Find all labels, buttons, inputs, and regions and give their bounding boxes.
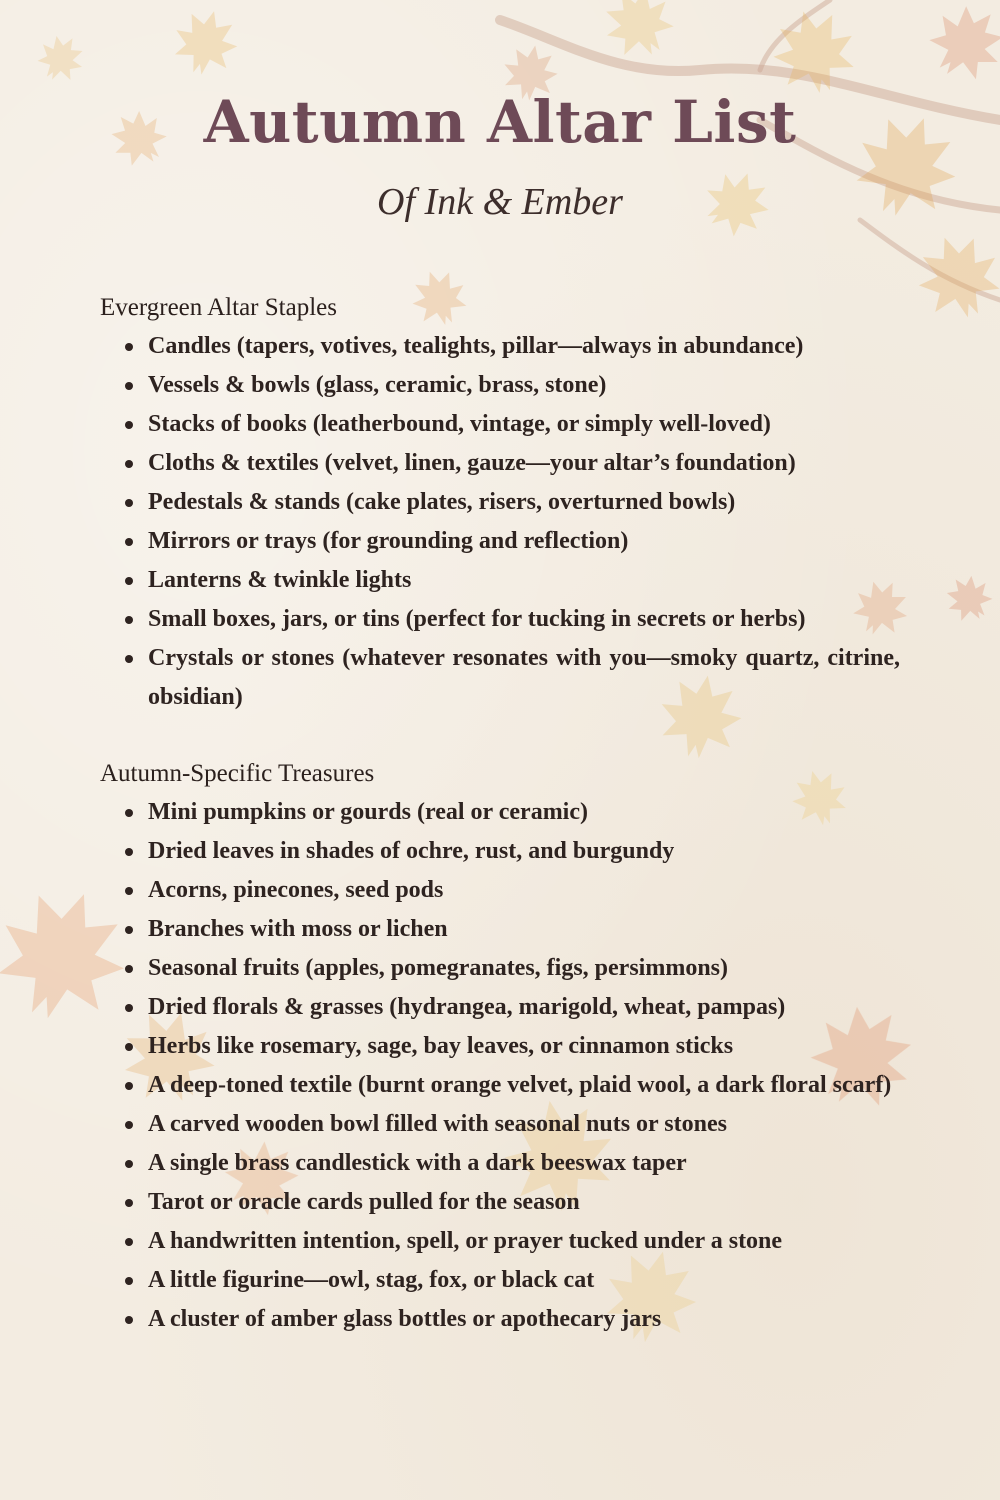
bullet-icon xyxy=(125,460,133,468)
list-item xyxy=(100,639,900,717)
bullet-icon xyxy=(125,499,133,507)
list-item-text: A deep-toned textile (burnt orange velvet, plaid wool, a dark floral scarf) xyxy=(148,1072,892,1098)
section-heading: Evergreen Altar Staples xyxy=(100,294,337,321)
list-item xyxy=(100,561,900,600)
bullet-icon xyxy=(125,655,133,663)
bullet-icon xyxy=(125,926,133,934)
list-item xyxy=(100,988,900,1027)
bullet-icon xyxy=(125,848,133,856)
bullet-icon xyxy=(125,1199,133,1207)
section-heading: Autumn-Specific Treasures xyxy=(100,760,375,787)
bullet-icon xyxy=(125,809,133,817)
list-item xyxy=(100,405,900,444)
list-item-text: Stacks of books (leatherbound, vintage, or simply well-loved) xyxy=(148,411,771,437)
bullet-icon xyxy=(125,1160,133,1168)
list-item xyxy=(100,522,900,561)
list-item-text: A carved wooden bowl filled with seasonal nuts or stones xyxy=(148,1111,727,1137)
item-list xyxy=(100,793,900,1339)
section-evergreen-staples xyxy=(100,288,900,717)
bullet-icon xyxy=(125,1238,133,1246)
list-item-text: A little figurine—owl, stag, fox, or black cat xyxy=(148,1267,595,1293)
list-item xyxy=(100,949,900,988)
list-item-text: Branches with moss or lichen xyxy=(148,916,448,942)
list-item-text: Pedestals & stands (cake plates, risers, overturned bowls) xyxy=(148,489,736,515)
list-item xyxy=(100,871,900,910)
list-item-text: Dried florals & grasses (hydrangea, marigold, wheat, pampas) xyxy=(148,994,786,1020)
bullet-icon xyxy=(125,1121,133,1129)
list-item xyxy=(100,1183,900,1222)
bullet-icon xyxy=(125,965,133,973)
list-item-text: Seasonal fruits (apples, pomegranates, figs, persimmons) xyxy=(148,955,728,981)
page-subtitle: Of Ink & Ember xyxy=(377,181,623,223)
list-item xyxy=(100,793,900,832)
bullet-icon xyxy=(125,1082,133,1090)
list-item xyxy=(100,483,900,522)
list-item-text: A cluster of amber glass bottles or apothecary jars xyxy=(148,1306,662,1332)
bullet-icon xyxy=(125,382,133,390)
list-item-text: A handwritten intention, spell, or prayer tucked under a stone xyxy=(148,1228,783,1254)
list-item xyxy=(100,910,900,949)
list-item xyxy=(100,600,900,639)
list-item-text: Mirrors or trays (for grounding and reflection) xyxy=(148,528,629,554)
bullet-icon xyxy=(125,887,133,895)
section-autumn-treasures xyxy=(100,754,900,1339)
list-item-text: Candles (tapers, votives, tealights, pillar—always in abundance) xyxy=(148,333,804,359)
list-item-text: A single brass candlestick with a dark beeswax taper xyxy=(148,1150,687,1176)
list-item xyxy=(100,1027,900,1066)
bullet-icon xyxy=(125,538,133,546)
list-item-text: Small boxes, jars, or tins (perfect for tucking in secrets or herbs) xyxy=(148,606,806,632)
bullet-icon xyxy=(125,577,133,585)
page-title: Autumn Altar List xyxy=(203,88,797,156)
bullet-icon xyxy=(125,1316,133,1324)
bullet-icon xyxy=(125,421,133,429)
list-item-text: Crystals or stones (whatever resonates with you—smoky quartz, citrine, obsidian) xyxy=(148,645,900,710)
list-item-text: Acorns, pinecones, seed pods xyxy=(148,877,444,903)
bullet-icon xyxy=(125,1277,133,1285)
list-item xyxy=(100,1066,900,1105)
list-item xyxy=(100,1300,900,1339)
list-item xyxy=(100,366,900,405)
list-item-text: Herbs like rosemary, sage, bay leaves, or cinnamon sticks xyxy=(148,1033,734,1059)
list-item-text: Dried leaves in shades of ochre, rust, and burgundy xyxy=(148,838,675,864)
list-item xyxy=(100,1261,900,1300)
list-item-text: Cloths & textiles (velvet, linen, gauze—your altar’s foundation) xyxy=(148,450,796,476)
bullet-icon xyxy=(125,343,133,351)
list-item xyxy=(100,327,900,366)
bullet-icon xyxy=(125,1043,133,1051)
list-item-text: Mini pumpkins or gourds (real or ceramic) xyxy=(148,799,588,825)
list-item xyxy=(100,444,900,483)
list-item-text: Lanterns & twinkle lights xyxy=(148,567,412,593)
list-item xyxy=(100,1144,900,1183)
list-item xyxy=(100,1222,900,1261)
item-list xyxy=(100,327,900,717)
list-item xyxy=(100,832,900,871)
bullet-icon xyxy=(125,1004,133,1012)
list-item xyxy=(100,1105,900,1144)
list-item-text: Tarot or oracle cards pulled for the season xyxy=(148,1189,580,1215)
bullet-icon xyxy=(125,616,133,624)
list-item-text: Vessels & bowls (glass, ceramic, brass, stone) xyxy=(148,372,607,398)
